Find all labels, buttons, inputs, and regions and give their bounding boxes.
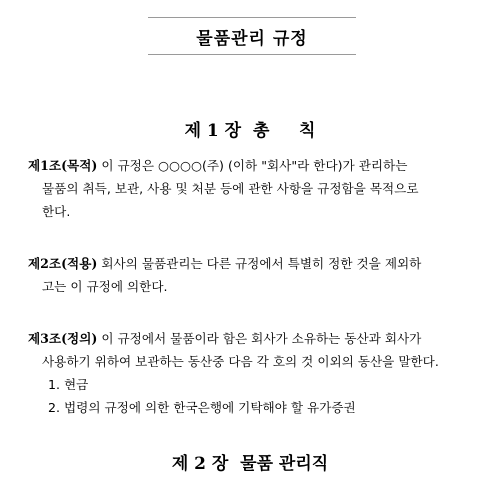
article-3-head: 제3조(정의) bbox=[28, 331, 98, 346]
article-2-text: 회사의 물품관리는 다른 규정에서 특별히 정한 것을 제외하 bbox=[101, 256, 422, 271]
article-1-head: 제1조(목적) bbox=[28, 158, 98, 173]
article-3-first-line bbox=[28, 327, 478, 350]
article-1-line-3: 한다. bbox=[42, 204, 71, 219]
article-2-head: 제2조(적용) bbox=[28, 256, 98, 271]
chapter-1-heading: 제 1 장 총 칙 bbox=[184, 121, 316, 141]
article-2-line-2: 고는 이 규정에 의한다. bbox=[42, 279, 168, 294]
article-1-text: 이 규정은 ○○○○(주) (이하 "회사"라 한다)가 관리하는 bbox=[101, 158, 408, 173]
article-3-line-2: 사용하기 위하여 보관하는 동산중 다음 각 호의 것 이외의 동산을 말한다. bbox=[42, 354, 439, 369]
article-3-item-2: 2. 법령의 규정에 의한 한국은행에 기탁해야 할 유가증권 bbox=[48, 400, 356, 415]
article-3 bbox=[28, 327, 478, 419]
document-title: 물품관리 규정 bbox=[196, 28, 308, 49]
article-3-text: 이 규정에서 물품이라 함은 회사가 소유하는 동산과 회사가 bbox=[101, 331, 422, 346]
article-2-first-line bbox=[28, 252, 478, 275]
article-2 bbox=[28, 252, 478, 298]
article-1-first-line bbox=[28, 154, 478, 177]
article-3-item-1: 1. 현금 bbox=[48, 377, 89, 392]
article-1 bbox=[28, 154, 478, 223]
document-title-box bbox=[148, 17, 356, 55]
chapter-2-heading: 제 2 장 물품 관리직 bbox=[171, 454, 329, 474]
article-1-line-2: 물품의 취득, 보관, 사용 및 처분 등에 관한 사항을 규정함을 목적으로 bbox=[42, 181, 419, 196]
